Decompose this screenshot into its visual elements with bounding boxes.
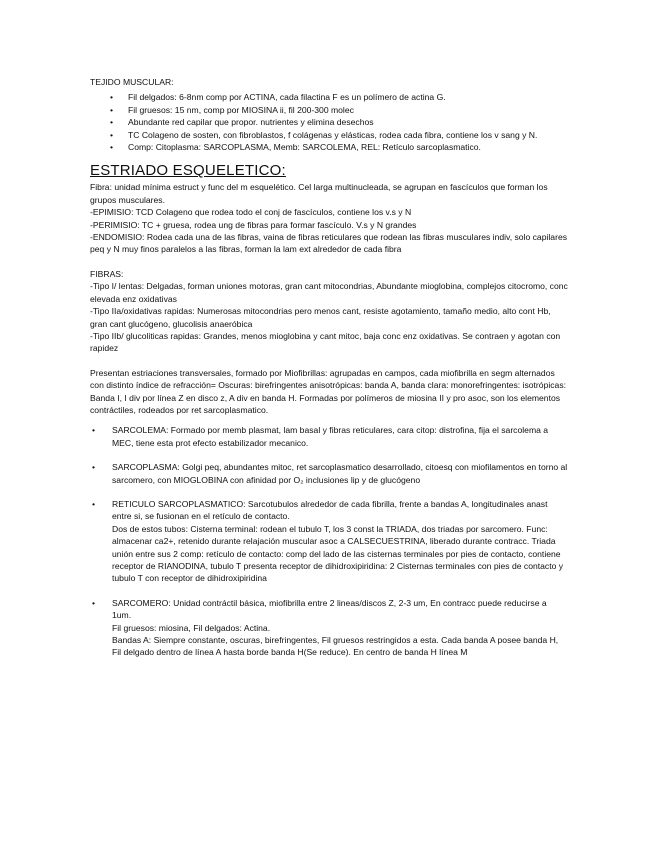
reticulo-text-1: • RETICULO SARCOPLASMATICO: Sarcotubulos alrededor de cada fibrilla, frente a bandas A, longitudinales anast entre si, se fusionan en el retículo de contacto. <box>112 498 548 522</box>
list-item: • TC Colageno de sosten, con fibroblastos, f colágenas y elásticas, rodea cada fibra, contiene los v sang y N. <box>90 129 568 141</box>
spacer <box>90 355 568 367</box>
list-item-reticulo <box>90 498 568 585</box>
paragraph-fibras-heading: FIBRAS: <box>90 268 124 279</box>
sarcoplasma-text: • SARCOPLASMA: Golgi peq, abundantes mitoc, ret sarcoplasmatico desarrollado, citoesq con miofilamentos en torno al sarcomero, con MIOGLOBINA con afinidad por O₂ inclusiones lip y de glucógeno <box>112 462 568 485</box>
reticulo-text-2: Dos de estos tubos: Cisterna terminal: rodean el tubulo T, los 3 const la TRIADA, dos triadas por sarcomero. Func: almacenar ca2+, retenido durante relajación muscular asoc a CALSECUESTRINA, liberado durante contracc. Triada unión entre sus 2 comp: retículo de contacto: comp del lado de las cisternas terminales por pies de contacto, contiene receptor de RIANODINA, tubulo T presenta receptor de dihidroxipiridina: 2 Cisternas terminales con pies de contacto y tubulo T con receptor de dihidroxipiridina <box>112 523 564 584</box>
spacer <box>90 256 568 268</box>
detail-bullet-list <box>90 424 568 659</box>
document-content <box>90 76 568 671</box>
heading-tejido-muscular: TEJIDO MUSCULAR: <box>90 77 174 87</box>
sarcomero-text-3: Bandas A: Siempre constante, oscuras, birefringentes, Fil gruesos restringidos a esta. Cada banda A posee banda H, Fil delgado dentro de línea A hasta borde banda H(Se reduce). En centro de banda H línea M <box>112 635 559 658</box>
section-title: ESTRIADO ESQUELETICO: <box>90 162 286 180</box>
intro-bullet-list <box>90 91 568 153</box>
paragraph-tipo-i: -Tipo I/ lentas: Delgadas, forman uniones motoras, gran cant mitocondrias, Abundante mioglobina, complejos citocromo, conc elevada enz oxidativas <box>90 281 568 304</box>
paragraph-tipo-iib: -Tipo IIb/ glucoliticas rapidas: Grandes, menos mioglobina y cant mitoc, baja conc enz oxidativas. Se contraen y agotan con rapidez <box>90 330 561 354</box>
list-item: • Comp: Citoplasma: SARCOPLASMA, Memb: SARCOLEMA, REL: Retículo sarcoplasmatico. <box>90 141 568 153</box>
list-item-sarcolema <box>90 424 568 449</box>
list-item: • Abundante red capilar que propor. nutrientes y elimina desechos <box>90 116 568 128</box>
sarcomero-text-1: • SARCOMERO: Unidad contráctil básica, miofibrilla entre 2 lineas/discos Z, 2-3 um, En contracc puede reducirse a 1um. <box>112 597 547 621</box>
paragraph-tipo-iia: -Tipo IIa/oxidativas rapidas: Numerosas mitocondrias pero menos cant, resiste agotamiento, tamaño medio, alto cont Hb, gran cant glucógeno, glucolisis anaeróbica <box>90 306 551 329</box>
list-item-sarcomero <box>90 597 568 659</box>
sarcolema-text: • SARCOLEMA: Formado por memb plasmat, lam basal y fibras reticulares, cara citop: distrofina, fija el sarcolema a MEC, tiene esta prot efecto estabilizador mecanico. <box>112 425 549 448</box>
paragraph-epimisio: -EPIMISIO: TCD Colageno que rodea todo el conj de fascículos, contiene los v.s y N <box>90 207 412 218</box>
paragraph-perimisio: -PERIMISIO: TC + gruesa, rodea ung de fibras para formar fascículo. V.s y N grandes <box>90 219 417 230</box>
list-item-sarcoplasma <box>90 461 568 486</box>
sarcomero-text-2: Fil gruesos: miosina, Fil delgados: Actina. <box>112 622 271 633</box>
list-item: • Fil delgados: 6-8nm comp por ACTINA, cada filactina F es un polímero de actina G. <box>90 91 568 103</box>
spacer <box>90 416 568 424</box>
list-item: • Fil gruesos: 15 nm, comp por MIOSINA ii, fil 200-300 molec <box>90 104 568 116</box>
paragraph-fibra: Fibra: unidad mínima estruct y func del m esquelético. Cel larga multinucleada, se agrupan en fascículos que forman los grupos musculares. <box>90 182 548 205</box>
paragraph-endomisio: -ENDOMISIO: Rodea cada una de las fibras, vaina de fibras reticulares que rodean las fibras musculares indiv, solo capilares peq y N muy finos paralelos a las fibras, forman la lam ext alrededor de cada fibra <box>90 232 568 255</box>
paragraph-estriaciones: Presentan estriaciones transversales, formado por Miofibrillas: agrupadas en campos, cada miofibrilla en segm alternados con distinto índice de refracción= Oscuras: birefringentes anisotrópicas: banda A, banda clara: monorefringentes: isotrópicas: Banda I, I div por línea Z en disco z, A div en banda H. Formadas por polímeros de miosina II y pro asoc, son los elementos contráctiles, rodeados por ret sarcoplasmatico. <box>90 367 567 415</box>
